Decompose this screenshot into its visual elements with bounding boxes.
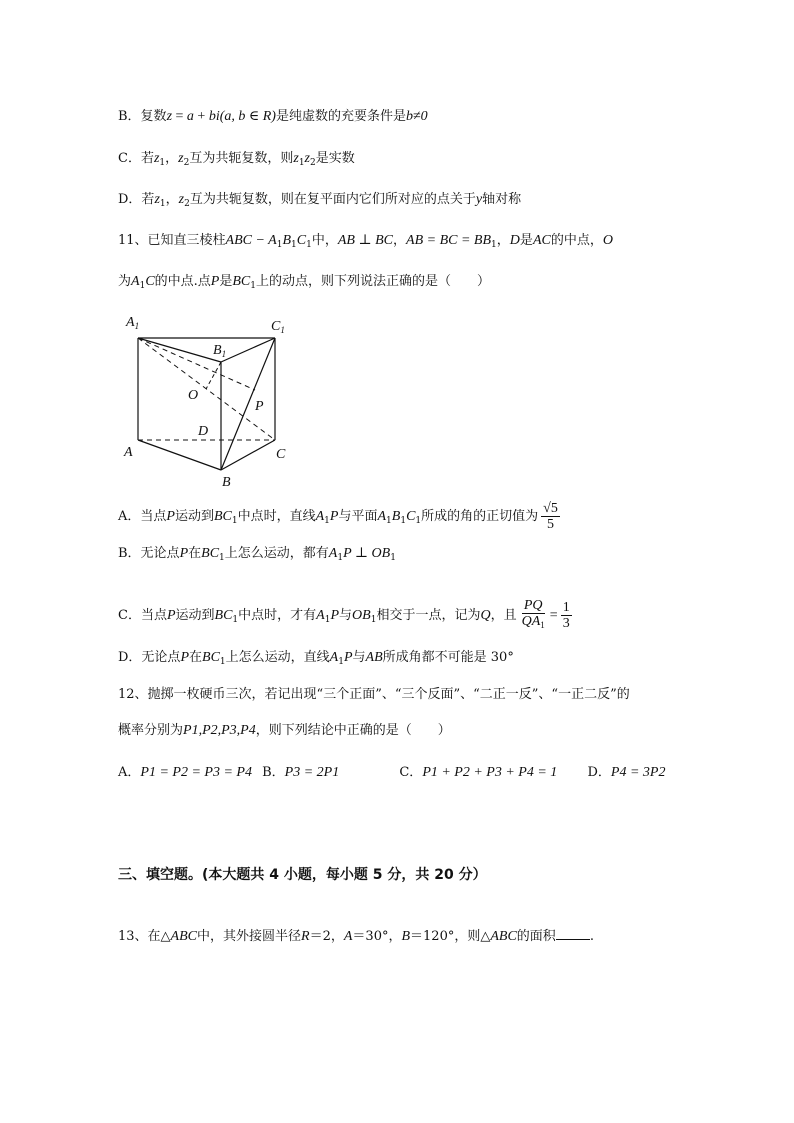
answer-blank[interactable] <box>556 927 590 940</box>
label-d: D <box>198 424 209 439</box>
label-a: A <box>124 445 133 460</box>
label-b1: $B_1$ <box>213 343 227 359</box>
question-13: 13、在△ABC中，其外接圆半径R＝2，A＝30°，B＝120°，则△ABC的面积 . <box>118 929 594 944</box>
edge-bc <box>221 440 275 470</box>
label-p: P <box>255 399 264 414</box>
fraction-pq-over-qa1: $\frac{PQ}{QA_1}$ <box>521 598 545 630</box>
fraction-one-third: $\frac{1}{3}$ <box>562 600 570 631</box>
q12-option-d: D．P4 = 3P2 <box>587 765 666 780</box>
question-11-line-1: 11、已知直三棱柱ABC − $A_1B_1C_1$中，AB ⊥ BC，AB = BC = $BB_1$，D是AC的中点，O <box>118 233 613 250</box>
hidden-line-a1p <box>138 338 255 390</box>
hidden-line-ob1 <box>206 362 221 389</box>
question-11-line-2: 为$A_1C$的中点.点P是$BC_1$上的动点，则下列说法正确的是（ ） <box>118 274 491 291</box>
q12-option-c: C．P1 + P2 + P3 + P4 = 1 <box>399 765 558 780</box>
q11-option-d: D．无论点P在$BC_1$上怎么运动，直线$A_1P$与AB所成角都不可能是 30° <box>118 650 514 667</box>
q11-option-c: C．当点P运动到$BC_1$中点时，才有$A_1P$与$OB_1$相交于一点，记为Q，且 $\frac{PQ}{QA_1}$ = $\frac{1}{3}$ <box>118 598 570 631</box>
label-c: C <box>276 447 286 462</box>
question-12-line-1: 12、抛掷一枚硬币三次，若记出现“三个正面”、“三个反面”、“二正一反”、“一正二反”的 <box>118 687 630 702</box>
question-12-line-2: 概率分别为P1,P2,P3,P4，则下列结论中正确的是（ ） <box>118 723 451 738</box>
section-3-heading: 三、填空题。(本大题共 4 小题，每小题 5 分，共 20 分） <box>118 867 487 883</box>
q12-option-b: B．P3 = 2P1 <box>262 765 340 780</box>
q11-option-a: A．当点P运动到$BC_1$中点时，直线$A_1P$与平面$A_1B_1C_1$所成的角的正切值为 $\frac{√5}{5}$ <box>118 501 558 532</box>
edge-a1b1 <box>138 338 221 362</box>
label-c1: $C_1$ <box>271 319 285 335</box>
q12-option-a: A．P1 = P2 = P3 = P4 <box>118 765 252 780</box>
prism-figure <box>118 304 308 488</box>
option-c-conjugate: C．若$z_1$，$z_2$互为共轭复数，则$z_1z_2$是实数 <box>118 151 355 168</box>
label-b: B <box>222 475 231 488</box>
label-a1: $A_1$ <box>126 315 140 331</box>
fraction-sqrt5-over-5: $\frac{√5}{5}$ <box>543 501 558 532</box>
option-d-symmetry: D．若$z_1$，$z_2$互为共轭复数，则在复平面内它们所对应的点关于y轴对称 <box>118 192 522 209</box>
q11-option-b: B．无论点P在$BC_1$上怎么运动，都有$A_1P$ ⊥ $OB_1$ <box>118 546 396 563</box>
option-b-complex-number: B．复数z = a + bi(a, b ∈ R)是纯虚数的充要条件是b≠0 <box>118 109 428 124</box>
question-12-options <box>118 764 665 782</box>
edge-ab <box>138 440 221 470</box>
label-o: O <box>188 388 199 403</box>
